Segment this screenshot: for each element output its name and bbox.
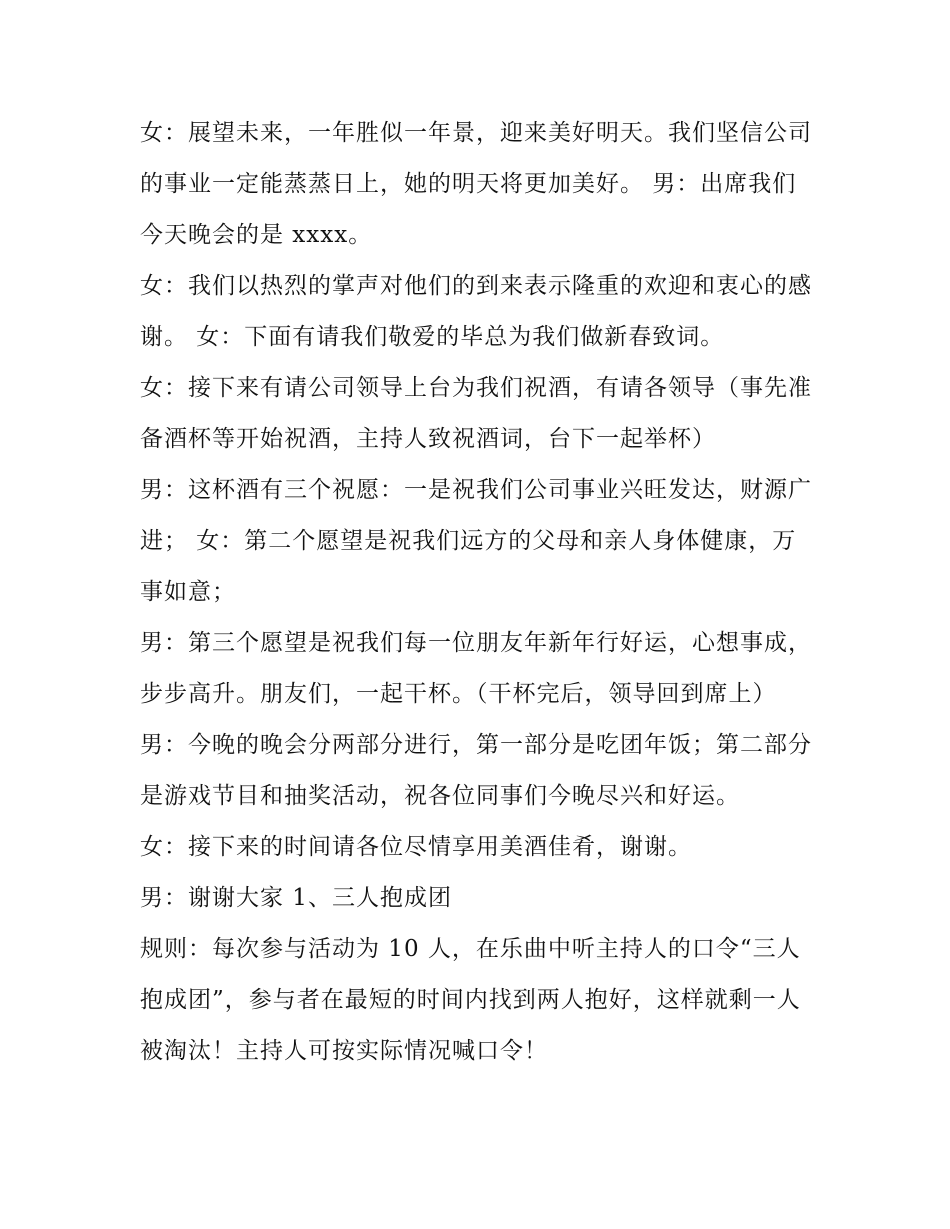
paragraph: 女：我们以热烈的掌声对他们的到来表示隆重的欢迎和衷心的感谢。 女：下面有请我们敬爱的毕总为我们做新春致词。 bbox=[140, 273, 812, 350]
paragraph: 规则：每次参与活动为 10 人，在乐曲中听主持人的口令“三人抱成团”，参与者在最短的时间内找到两人抱好，这样就剩一人被淘汰！主持人可按实际情况喊口令！ bbox=[140, 936, 801, 1064]
paragraph: 男：第三个愿望是祝我们每一位朋友年新年行好运，心想事成，步步高升。朋友们，一起干杯。（干杯完后，领导回到席上） bbox=[140, 630, 812, 707]
paragraph: 男：谢谢大家 1、三人抱成团 bbox=[140, 885, 452, 911]
paragraph: 女：接下来的时间请各位尽情享用美酒佳肴，谢谢。 bbox=[140, 834, 692, 860]
paragraph: 男：今晚的晚会分两部分进行，第一部分是吃团年饭；第二部分是游戏节目和抽奖活动，祝各位同事们今晚尽兴和好运。 bbox=[140, 732, 812, 809]
paragraph: 女：展望未来，一年胜似一年景，迎来美好明天。我们坚信公司的事业一定能蒸蒸日上，她的明天将更加美好。 男：出席我们今天晚会的是 xxxx。 bbox=[140, 120, 812, 248]
paragraph: 男：这杯酒有三个祝愿：一是祝我们公司事业兴旺发达，财源广进； 女：第二个愿望是祝我们远方的父母和亲人身体健康，万事如意； bbox=[140, 477, 812, 605]
document-body bbox=[140, 108, 812, 1077]
paragraph: 女：接下来有请公司领导上台为我们祝酒，有请各领导（事先准备酒杯等开始祝酒，主持人致祝酒词，台下一起举杯） bbox=[140, 375, 812, 452]
